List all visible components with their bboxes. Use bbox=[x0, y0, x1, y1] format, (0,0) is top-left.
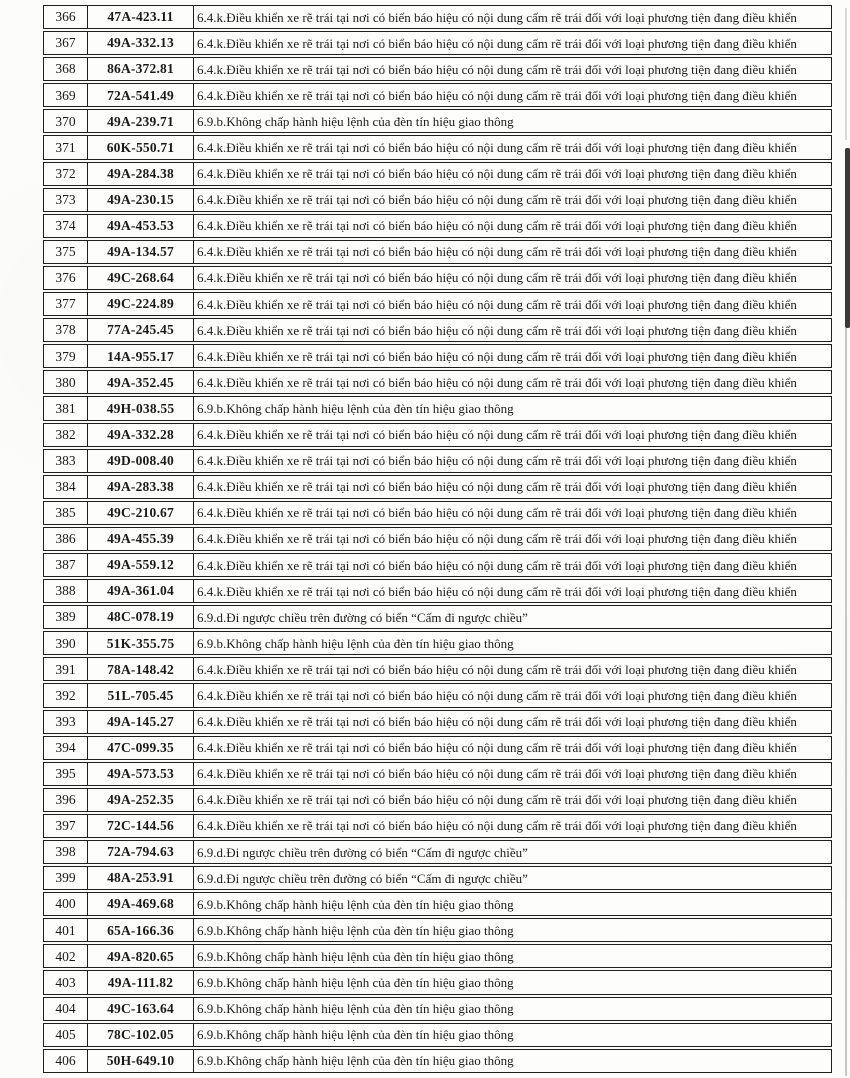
row-number-cell: 370 bbox=[44, 110, 88, 132]
plate-number-cell: 49C-224.89 bbox=[88, 293, 194, 315]
plate-number-cell: 49H-038.55 bbox=[88, 397, 194, 419]
row-number-cell: 371 bbox=[44, 136, 88, 158]
violation-cell: 6.4.k.Điều khiển xe rẽ trái tại nơi có biển báo hiệu có nội dung cấm rẽ trái đối với loại phương tiện đang điều khiển bbox=[197, 661, 797, 677]
plate-number-cell: 49A-230.15 bbox=[88, 189, 194, 211]
row-number-cell: 372 bbox=[44, 163, 88, 185]
row-number-cell: 401 bbox=[44, 919, 88, 941]
row-number-cell: 380 bbox=[44, 371, 88, 393]
table-row bbox=[43, 396, 832, 420]
plate-number-cell: 49A-469.68 bbox=[88, 893, 194, 915]
table-row bbox=[43, 109, 832, 133]
table-row bbox=[43, 605, 832, 629]
row-number-cell: 393 bbox=[44, 711, 88, 733]
violation-cell: 6.4.k.Điều khiển xe rẽ trái tại nơi có biển báo hiệu có nội dung cấm rẽ trái đối với loại phương tiện đang điều khiển bbox=[197, 766, 797, 782]
plate-number-cell: 72A-541.49 bbox=[88, 84, 194, 106]
table-row bbox=[43, 344, 832, 368]
violation-cell: 6.4.k.Điều khiển xe rẽ trái tại nơi có biển báo hiệu có nội dung cấm rẽ trái đối với loại phương tiện đang điều khiển bbox=[197, 505, 797, 521]
plate-number-cell: 49A-332.13 bbox=[88, 32, 194, 54]
scan-edge-artifact bbox=[845, 148, 850, 328]
violation-cell: 6.9.d.Đi ngược chiều trên đường có biển “Cấm đi ngược chiều” bbox=[197, 609, 528, 625]
table-row bbox=[43, 162, 832, 186]
violation-cell: 6.9.b.Không chấp hành hiệu lệnh của đèn tín hiệu giao thông bbox=[197, 1053, 514, 1069]
row-number-cell: 376 bbox=[44, 267, 88, 289]
violation-cell: 6.4.k.Điều khiển xe rẽ trái tại nơi có biển báo hiệu có nội dung cấm rẽ trái đối với loại phương tiện đang điều khiển bbox=[197, 9, 797, 25]
violation-cell: 6.9.b.Không chấp hành hiệu lệnh của đèn tín hiệu giao thông bbox=[197, 1001, 514, 1017]
violation-cell: 6.4.k.Điều khiển xe rẽ trái tại nơi có biển báo hiệu có nội dung cấm rẽ trái đối với loại phương tiện đang điều khiển bbox=[197, 557, 797, 573]
plate-number-cell: 49A-239.71 bbox=[88, 110, 194, 132]
plate-number-cell: 49A-352.45 bbox=[88, 371, 194, 393]
plate-number-cell: 49C-210.67 bbox=[88, 502, 194, 524]
row-number-cell: 389 bbox=[44, 606, 88, 628]
table-row bbox=[43, 710, 832, 734]
violation-cell: 6.4.k.Điều khiển xe rẽ trái tại nơi có biển báo hiệu có nội dung cấm rẽ trái đối với loại phương tiện đang điều khiển bbox=[197, 531, 797, 547]
violation-cell: 6.4.k.Điều khiển xe rẽ trái tại nơi có biển báo hiệu có nội dung cấm rẽ trái đối với loại phương tiện đang điều khiển bbox=[197, 322, 797, 338]
plate-number-cell: 47A-423.11 bbox=[88, 6, 194, 28]
table-row bbox=[43, 970, 832, 994]
row-number-cell: 366 bbox=[44, 6, 88, 28]
violation-cell: 6.4.k.Điều khiển xe rẽ trái tại nơi có biển báo hiệu có nội dung cấm rẽ trái đối với loại phương tiện đang điều khiển bbox=[197, 296, 797, 312]
plate-number-cell: 72C-144.56 bbox=[88, 815, 194, 837]
plate-number-cell: 49A-283.38 bbox=[88, 476, 194, 498]
violation-cell: 6.9.b.Không chấp hành hiệu lệnh của đèn tín hiệu giao thông bbox=[197, 948, 514, 964]
row-number-cell: 395 bbox=[44, 763, 88, 785]
table-row bbox=[43, 788, 832, 812]
violation-cell: 6.9.b.Không chấp hành hiệu lệnh của đèn tín hiệu giao thông bbox=[197, 896, 514, 912]
row-number-cell: 397 bbox=[44, 815, 88, 837]
plate-number-cell: 60K-550.71 bbox=[88, 136, 194, 158]
scan-edge-artifact bbox=[845, 8, 847, 140]
row-number-cell: 379 bbox=[44, 345, 88, 367]
row-number-cell: 404 bbox=[44, 998, 88, 1020]
plate-number-cell: 48A-253.91 bbox=[88, 867, 194, 889]
table-row bbox=[43, 657, 832, 681]
table-row bbox=[43, 31, 832, 55]
plate-number-cell: 49A-559.12 bbox=[88, 554, 194, 576]
violation-cell: 6.9.b.Không chấp hành hiệu lệnh của đèn tín hiệu giao thông bbox=[197, 922, 514, 938]
table-row bbox=[43, 423, 832, 447]
violation-table bbox=[43, 5, 832, 1075]
violation-cell: 6.9.b.Không chấp hành hiệu lệnh của đèn tín hiệu giao thông bbox=[197, 113, 514, 129]
violation-cell: 6.4.k.Điều khiển xe rẽ trái tại nơi có biển báo hiệu có nội dung cấm rẽ trái đối với loại phương tiện đang điều khiển bbox=[197, 348, 797, 364]
row-number-cell: 374 bbox=[44, 215, 88, 237]
violation-cell: 6.4.k.Điều khiển xe rẽ trái tại nơi có biển báo hiệu có nội dung cấm rẽ trái đối với loại phương tiện đang điều khiển bbox=[197, 218, 797, 234]
row-number-cell: 377 bbox=[44, 293, 88, 315]
plate-number-cell: 49C-268.64 bbox=[88, 267, 194, 289]
violation-cell: 6.9.d.Đi ngược chiều trên đường có biển “Cấm đi ngược chiều” bbox=[197, 870, 528, 886]
violation-cell: 6.4.k.Điều khiển xe rẽ trái tại nơi có biển báo hiệu có nội dung cấm rẽ trái đối với loại phương tiện đang điều khiển bbox=[197, 166, 797, 182]
plate-number-cell: 49A-820.65 bbox=[88, 945, 194, 967]
plate-number-cell: 65A-166.36 bbox=[88, 919, 194, 941]
plate-number-cell: 49A-145.27 bbox=[88, 711, 194, 733]
table-row bbox=[43, 553, 832, 577]
plate-number-cell: 49A-284.38 bbox=[88, 163, 194, 185]
violation-cell: 6.4.k.Điều khiển xe rẽ trái tại nơi có biển báo hiệu có nội dung cấm rẽ trái đối với loại phương tiện đang điều khiển bbox=[197, 792, 797, 808]
row-number-cell: 384 bbox=[44, 476, 88, 498]
violation-cell: 6.4.k.Điều khiển xe rẽ trái tại nơi có biển báo hiệu có nội dung cấm rẽ trái đối với loại phương tiện đang điều khiển bbox=[197, 374, 797, 390]
table-row bbox=[43, 736, 832, 760]
table-row bbox=[43, 1023, 832, 1047]
table-row bbox=[43, 840, 832, 864]
table-row bbox=[43, 318, 832, 342]
table-row bbox=[43, 135, 832, 159]
row-number-cell: 373 bbox=[44, 189, 88, 211]
table-row bbox=[43, 449, 832, 473]
row-number-cell: 368 bbox=[44, 58, 88, 80]
row-number-cell: 388 bbox=[44, 580, 88, 602]
plate-number-cell: 49C-163.64 bbox=[88, 998, 194, 1020]
plate-number-cell: 51K-355.75 bbox=[88, 632, 194, 654]
violation-cell: 6.9.d.Đi ngược chiều trên đường có biển “Cấm đi ngược chiều” bbox=[197, 844, 528, 860]
plate-number-cell: 86A-372.81 bbox=[88, 58, 194, 80]
plate-number-cell: 14A-955.17 bbox=[88, 345, 194, 367]
table-row bbox=[43, 57, 832, 81]
violation-cell: 6.4.k.Điều khiển xe rẽ trái tại nơi có biển báo hiệu có nội dung cấm rẽ trái đối với loại phương tiện đang điều khiển bbox=[197, 583, 797, 599]
table-row bbox=[43, 266, 832, 290]
row-number-cell: 390 bbox=[44, 632, 88, 654]
plate-number-cell: 49A-455.39 bbox=[88, 528, 194, 550]
row-number-cell: 405 bbox=[44, 1024, 88, 1046]
plate-number-cell: 77A-245.45 bbox=[88, 319, 194, 341]
plate-number-cell: 49A-252.35 bbox=[88, 789, 194, 811]
violation-cell: 6.9.b.Không chấp hành hiệu lệnh của đèn tín hiệu giao thông bbox=[197, 635, 514, 651]
table-row bbox=[43, 892, 832, 916]
violation-cell: 6.9.b.Không chấp hành hiệu lệnh của đèn tín hiệu giao thông bbox=[197, 400, 514, 416]
row-number-cell: 402 bbox=[44, 945, 88, 967]
row-number-cell: 403 bbox=[44, 971, 88, 993]
row-number-cell: 406 bbox=[44, 1050, 88, 1072]
violation-cell: 6.4.k.Điều khiển xe rẽ trái tại nơi có biển báo hiệu có nội dung cấm rẽ trái đối với loại phương tiện đang điều khiển bbox=[197, 87, 797, 103]
row-number-cell: 385 bbox=[44, 502, 88, 524]
table-row bbox=[43, 918, 832, 942]
table-row bbox=[43, 762, 832, 786]
plate-number-cell: 49A-361.04 bbox=[88, 580, 194, 602]
table-row bbox=[43, 997, 832, 1021]
row-number-cell: 369 bbox=[44, 84, 88, 106]
table-row bbox=[43, 5, 832, 29]
plate-number-cell: 51L-705.45 bbox=[88, 684, 194, 706]
violation-cell: 6.4.k.Điều khiển xe rẽ trái tại nơi có biển báo hiệu có nội dung cấm rẽ trái đối với loại phương tiện đang điều khiển bbox=[197, 427, 797, 443]
table-row bbox=[43, 527, 832, 551]
table-row bbox=[43, 188, 832, 212]
plate-number-cell: 49A-111.82 bbox=[88, 971, 194, 993]
plate-number-cell: 47C-099.35 bbox=[88, 737, 194, 759]
table-row bbox=[43, 814, 832, 838]
table-row bbox=[43, 1049, 832, 1073]
row-number-cell: 400 bbox=[44, 893, 88, 915]
table-row bbox=[43, 501, 832, 525]
table-row bbox=[43, 683, 832, 707]
violation-cell: 6.4.k.Điều khiển xe rẽ trái tại nơi có biển báo hiệu có nội dung cấm rẽ trái đối với loại phương tiện đang điều khiển bbox=[197, 818, 797, 834]
plate-number-cell: 72A-794.63 bbox=[88, 841, 194, 863]
violation-cell: 6.9.b.Không chấp hành hiệu lệnh của đèn tín hiệu giao thông bbox=[197, 1027, 514, 1043]
plate-number-cell: 49A-332.28 bbox=[88, 424, 194, 446]
table-row bbox=[43, 866, 832, 890]
violation-cell: 6.4.k.Điều khiển xe rẽ trái tại nơi có biển báo hiệu có nội dung cấm rẽ trái đối với loại phương tiện đang điều khiển bbox=[197, 453, 797, 469]
violation-cell: 6.4.k.Điều khiển xe rẽ trái tại nơi có biển báo hiệu có nội dung cấm rẽ trái đối với loại phương tiện đang điều khiển bbox=[197, 740, 797, 756]
table-row bbox=[43, 370, 832, 394]
plate-number-cell: 50H-649.10 bbox=[88, 1050, 194, 1072]
plate-number-cell: 49A-134.57 bbox=[88, 241, 194, 263]
row-number-cell: 391 bbox=[44, 658, 88, 680]
row-number-cell: 394 bbox=[44, 737, 88, 759]
row-number-cell: 387 bbox=[44, 554, 88, 576]
row-number-cell: 399 bbox=[44, 867, 88, 889]
violation-cell: 6.4.k.Điều khiển xe rẽ trái tại nơi có biển báo hiệu có nội dung cấm rẽ trái đối với loại phương tiện đang điều khiển bbox=[197, 270, 797, 286]
table-row bbox=[43, 579, 832, 603]
violation-cell: 6.4.k.Điều khiển xe rẽ trái tại nơi có biển báo hiệu có nội dung cấm rẽ trái đối với loại phương tiện đang điều khiển bbox=[197, 140, 797, 156]
table-row bbox=[43, 240, 832, 264]
plate-number-cell: 78A-148.42 bbox=[88, 658, 194, 680]
violation-cell: 6.4.k.Điều khiển xe rẽ trái tại nơi có biển báo hiệu có nội dung cấm rẽ trái đối với loại phương tiện đang điều khiển bbox=[197, 192, 797, 208]
violation-cell: 6.4.k.Điều khiển xe rẽ trái tại nơi có biển báo hiệu có nội dung cấm rẽ trái đối với loại phương tiện đang điều khiển bbox=[197, 35, 797, 51]
plate-number-cell: 49A-573.53 bbox=[88, 763, 194, 785]
row-number-cell: 378 bbox=[44, 319, 88, 341]
table-row bbox=[43, 944, 832, 968]
table-row bbox=[43, 214, 832, 238]
plate-number-cell: 49D-008.40 bbox=[88, 450, 194, 472]
plate-number-cell: 49A-453.53 bbox=[88, 215, 194, 237]
table-row bbox=[43, 292, 832, 316]
scan-edge-artifact bbox=[845, 328, 847, 1076]
violation-cell: 6.9.b.Không chấp hành hiệu lệnh của đèn tín hiệu giao thông bbox=[197, 975, 514, 991]
violation-cell: 6.4.k.Điều khiển xe rẽ trái tại nơi có biển báo hiệu có nội dung cấm rẽ trái đối với loại phương tiện đang điều khiển bbox=[197, 244, 797, 260]
row-number-cell: 386 bbox=[44, 528, 88, 550]
row-number-cell: 392 bbox=[44, 684, 88, 706]
row-number-cell: 375 bbox=[44, 241, 88, 263]
violation-cell: 6.4.k.Điều khiển xe rẽ trái tại nơi có biển báo hiệu có nội dung cấm rẽ trái đối với loại phương tiện đang điều khiển bbox=[197, 61, 797, 77]
row-number-cell: 383 bbox=[44, 450, 88, 472]
row-number-cell: 398 bbox=[44, 841, 88, 863]
violation-cell: 6.4.k.Điều khiển xe rẽ trái tại nơi có biển báo hiệu có nội dung cấm rẽ trái đối với loại phương tiện đang điều khiển bbox=[197, 714, 797, 730]
row-number-cell: 382 bbox=[44, 424, 88, 446]
row-number-cell: 396 bbox=[44, 789, 88, 811]
table-row bbox=[43, 83, 832, 107]
table-row bbox=[43, 475, 832, 499]
row-number-cell: 367 bbox=[44, 32, 88, 54]
plate-number-cell: 48C-078.19 bbox=[88, 606, 194, 628]
violation-cell: 6.4.k.Điều khiển xe rẽ trái tại nơi có biển báo hiệu có nội dung cấm rẽ trái đối với loại phương tiện đang điều khiển bbox=[197, 479, 797, 495]
row-number-cell: 381 bbox=[44, 397, 88, 419]
violation-cell: 6.4.k.Điều khiển xe rẽ trái tại nơi có biển báo hiệu có nội dung cấm rẽ trái đối với loại phương tiện đang điều khiển bbox=[197, 687, 797, 703]
table-row bbox=[43, 631, 832, 655]
plate-number-cell: 78C-102.05 bbox=[88, 1024, 194, 1046]
